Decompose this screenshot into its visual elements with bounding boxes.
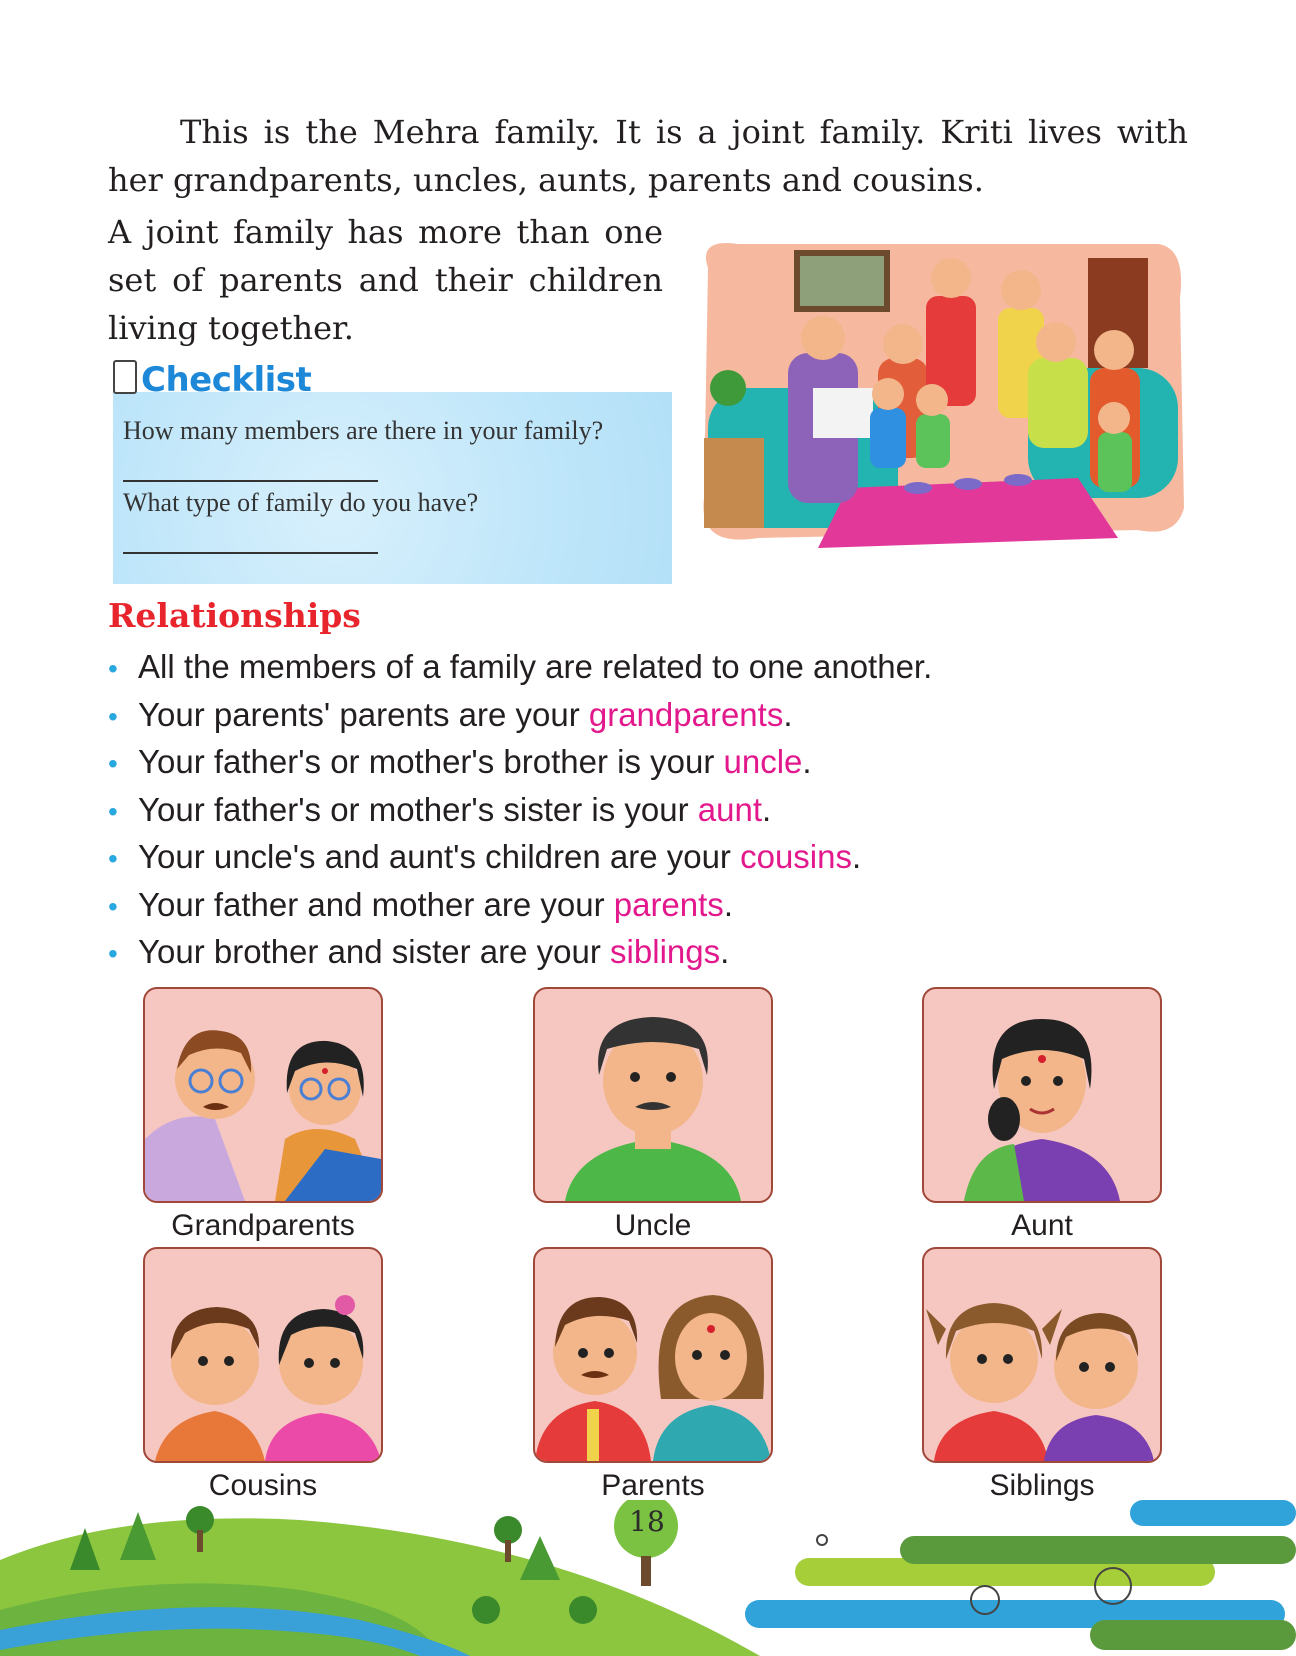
- parents-picture: [533, 1247, 773, 1463]
- joint-family-paragraph: A joint family has more than one set of parents and their children living together.: [108, 213, 663, 347]
- card-label: Grandparents: [171, 1209, 355, 1242]
- term-cousins: cousins: [740, 838, 852, 875]
- relationships-heading: Relationships: [108, 596, 361, 635]
- term-grandparents: grandparents: [588, 695, 784, 733]
- card-label: Parents: [601, 1469, 705, 1502]
- cousins-picture: [143, 1247, 383, 1463]
- siblings-picture: [922, 1247, 1162, 1463]
- answer-line-1[interactable]: [123, 480, 378, 482]
- aunt-picture: [922, 987, 1162, 1203]
- list-item: • All the members of a family are related to one another.: [108, 643, 932, 691]
- card-label: Uncle: [614, 1209, 692, 1242]
- card-aunt: [922, 987, 1162, 1242]
- checklist-question-1: How many members are there in your family?: [123, 416, 604, 445]
- bullet-icon: •: [108, 748, 118, 779]
- family-illustration: [698, 238, 1186, 558]
- card-cousins: [143, 1247, 383, 1502]
- card-uncle: [533, 987, 773, 1242]
- list-item: • Your parents' parents are your grandparents.: [108, 691, 932, 739]
- term-parents: parents: [613, 885, 724, 923]
- list-item: • Your father and mother are your parents.: [108, 881, 932, 929]
- card-siblings: [922, 1247, 1162, 1502]
- answer-line-2[interactable]: [123, 552, 378, 554]
- checklist-question-2: What type of family do you have?: [123, 488, 479, 517]
- term-uncle: uncle: [723, 743, 803, 780]
- card-parents: [533, 1247, 773, 1502]
- list-item: • Your brother and sister are your siblings.: [108, 928, 932, 976]
- bullet-icon: •: [108, 653, 118, 684]
- bullet-icon: •: [108, 700, 118, 732]
- bullet-icon: •: [108, 843, 118, 874]
- card-label: Cousins: [208, 1469, 318, 1502]
- bullet-icon: •: [108, 795, 118, 827]
- clipboard-icon: [113, 360, 137, 394]
- checklist-title: Checklist: [113, 360, 311, 400]
- card-label: Siblings: [989, 1469, 1095, 1502]
- page-number: 18: [629, 1505, 665, 1538]
- card-label: Aunt: [1011, 1209, 1073, 1242]
- relationships-list: [108, 643, 932, 976]
- bullet-icon: •: [108, 890, 118, 922]
- term-siblings: siblings: [610, 933, 721, 970]
- term-aunt: aunt: [697, 790, 762, 828]
- card-grandparents: [143, 987, 383, 1242]
- checklist-box: [113, 360, 672, 584]
- uncle-picture: [533, 987, 773, 1203]
- grandparents-picture: [143, 987, 383, 1203]
- list-item: • Your uncle's and aunt's children are your cousins.: [108, 833, 932, 881]
- bullet-icon: •: [108, 938, 118, 969]
- list-item: • Your father's or mother's brother is your uncle.: [108, 738, 932, 786]
- intro-paragraph: This is the Mehra family. It is a joint family. Kriti lives with her grandparents, uncles, aunts, parents and cousins.: [108, 113, 1188, 199]
- list-item: • Your father's or mother's sister is your aunt.: [108, 786, 932, 834]
